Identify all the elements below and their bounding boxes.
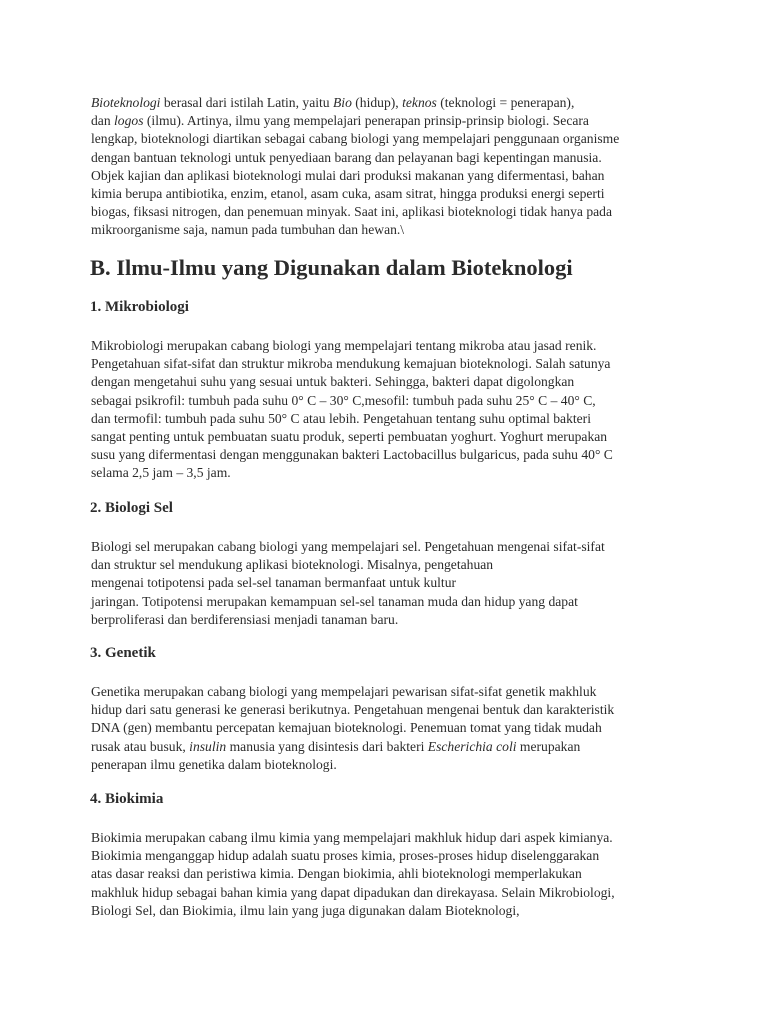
text-line: selama 2,5 jam – 3,5 jam.	[91, 465, 231, 481]
text-line: DNA (gen) membantu percepatan kemajuan bioteknologi. Penemuan tomat yang tidak mudah	[91, 720, 602, 736]
text-line	[91, 94, 691, 112]
text-run: manusia yang disintesis dari bakteri	[226, 738, 428, 754]
subsection-heading-mikrobiologi: 1. Mikrobiologi	[90, 299, 189, 315]
text-line: Genetika merupakan cabang biologi yang mempelajari pewarisan sifat-sifat genetik makhluk	[91, 684, 597, 699]
paragraph-mikrobiologi	[91, 337, 691, 483]
text-line: hidup dari satu generasi ke generasi berikutnya. Pengetahuan mengenai bentuk dan karakteristik	[91, 702, 615, 718]
subsection-heading-biologi-sel: 2. Biologi Sel	[90, 500, 173, 516]
italic-term: logos	[114, 113, 144, 129]
text-line: Biokimia merupakan cabang ilmu kimia yang mempelajari makhluk hidup dari aspek kimianya.	[91, 830, 613, 845]
text-run: (ilmu). Artinya, ilmu yang mempelajari penerapan prinsip-prinsip biologi. Secara	[143, 113, 589, 129]
text-run: (hidup),	[351, 95, 403, 110]
text-line: dengan mengetahui suhu yang sesuai untuk bakteri. Sehingga, bakteri dapat digolongkan	[91, 374, 575, 390]
paragraph-biologi-sel	[91, 538, 691, 629]
text-line: jaringan. Totipotensi merupakan kemampuan sel-sel tanaman muda dan hidup yang dapat	[91, 593, 578, 609]
text-line: Biologi Sel, dan Biokimia, ilmu lain yang juga digunakan dalam Bioteknologi,	[91, 902, 520, 918]
text-line: sebagai psikrofil: tumbuh pada suhu 0° C – 30° C,mesofil: tumbuh pada suhu 25° C – 40° C,	[91, 392, 596, 408]
text-line: Pengetahuan sifat-sifat dan struktur mikroba mendukung kemajuan bioteknologi. Salah satunya	[91, 356, 611, 372]
italic-term: teknos	[402, 95, 437, 110]
text-line: Mikrobiologi merupakan cabang biologi yang mempelajari tentang mikroba atau jasad renik.	[91, 338, 597, 353]
text-line: mengenai totipotensi pada sel-sel tanaman bermanfaat untuk kultur	[91, 575, 457, 591]
text-line: penerapan ilmu genetika dalam bioteknologi.	[91, 756, 337, 772]
text-line: biogas, fiksasi nitrogen, dan penemuan minyak. Saat ini, aplikasi bioteknologi tidak hanya pada	[91, 204, 612, 220]
italic-term: insulin	[189, 738, 227, 754]
text-line: makhluk hidup sebagai bahan kimia yang dapat dipadukan dan direkayasa. Selain Mikrobiologi,	[91, 884, 615, 900]
section-heading: B. Ilmu-Ilmu yang Digunakan dalam Bioteknologi	[90, 255, 573, 280]
text-line: Biologi sel merupakan cabang biologi yang mempelajari sel. Pengetahuan mengenai sifat-sifat	[91, 539, 605, 554]
paragraph-genetik	[91, 683, 691, 774]
text-run: dan	[91, 113, 115, 129]
text-line: susu yang difermentasi dengan menggunakan bakteri Lactobacillus bulgaricus, pada suhu 40° C	[91, 447, 613, 463]
text-run: rusak atau busuk,	[91, 738, 190, 754]
text-run: berasal dari istilah Latin, yaitu	[160, 95, 333, 110]
text-line: Objek kajian dan aplikasi bioteknologi mulai dari produksi makanan yang difermentasi, bahan	[91, 167, 605, 183]
text-line: dengan bantuan teknologi untuk penyediaan barang dan pelayanan bagi kepentingan manusia.	[91, 149, 602, 165]
text-line: sangat penting untuk pembuatan suatu produk, seperti pembuatan yoghurt. Yoghurt merupakan	[91, 429, 608, 445]
text-line: dan termofil: tumbuh pada suhu 50° C atau lebih. Pengetahuan tentang suhu optimal bakteri	[91, 410, 591, 426]
text-line	[91, 738, 691, 756]
italic-term: Bio	[332, 95, 352, 110]
italic-term: Escherichia coli	[427, 738, 517, 754]
text-run: (teknologi = penerapan),	[436, 95, 575, 110]
text-line: dan struktur sel mendukung aplikasi bioteknologi. Misalnya, pengetahuan	[91, 557, 494, 573]
text-line: Biokimia menganggap hidup adalah suatu proses kimia, proses-proses hidup diselenggarakan	[91, 848, 600, 864]
italic-term: Bioteknologi	[91, 95, 161, 110]
text-run: merupakan	[516, 738, 581, 754]
subsection-heading-biokimia: 4. Biokimia	[90, 791, 164, 807]
paragraph-biokimia	[91, 829, 691, 920]
text-line: lengkap, bioteknologi diartikan sebagai cabang biologi yang mempelajari penggunaan organisme	[91, 131, 620, 147]
text-line: berproliferasi dan berdiferensiasi menjadi tanaman baru.	[91, 611, 399, 627]
intro-paragraph	[91, 94, 691, 240]
text-line: kimia berupa antibiotika, enzim, etanol, asam cuka, asam sitrat, hingga produksi energi seperti	[91, 186, 605, 202]
text-line: mikroorganisme saja, namun pada tumbuhan dan hewan.\	[91, 222, 405, 238]
text-line	[91, 112, 691, 130]
subsection-heading-genetik: 3. Genetik	[90, 645, 156, 661]
text-line: atas dasar reaksi dan peristiwa kimia. Dengan biokimia, ahli bioteknologi memperlakukan	[91, 866, 582, 882]
